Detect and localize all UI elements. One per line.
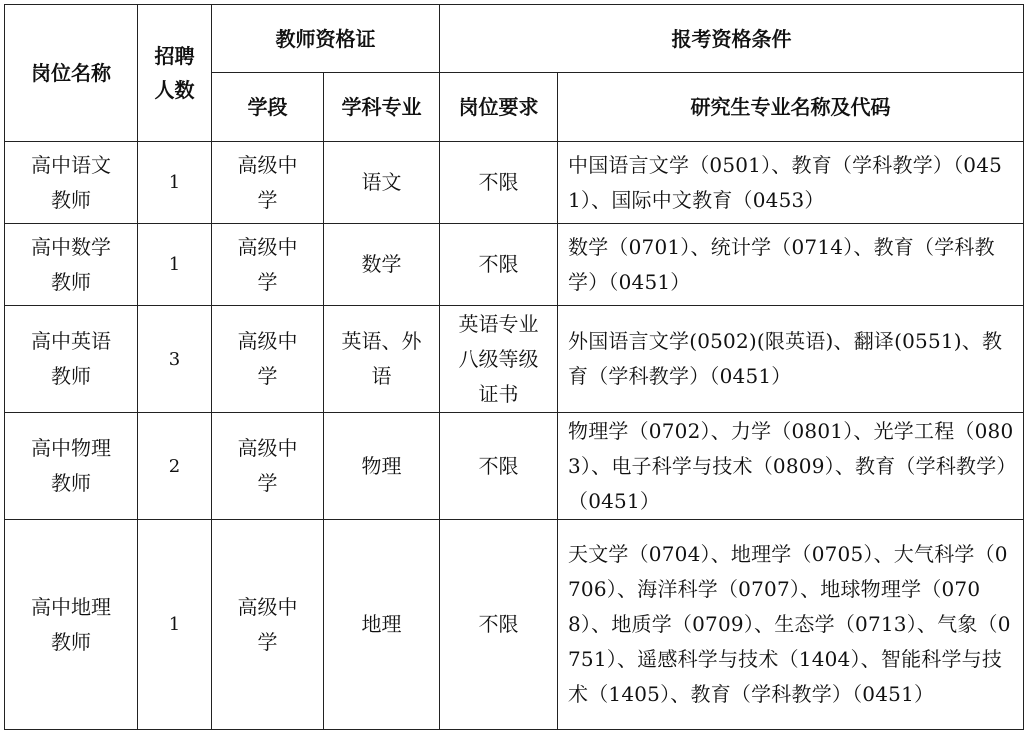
table-row — [5, 142, 1024, 224]
header-teacher-cert: 教师资格证 — [212, 5, 440, 73]
count-cell: 1 — [138, 142, 212, 224]
recruitment-table — [4, 4, 1024, 730]
stage-cell: 高级中学 — [212, 142, 324, 224]
header-stage: 学段 — [212, 73, 324, 142]
subject-cell: 地理 — [324, 520, 440, 730]
position-cell: 高中英语教师 — [5, 306, 138, 413]
position-cell: 高中物理教师 — [5, 413, 138, 520]
header-row-top — [5, 5, 1024, 73]
table-row — [5, 413, 1024, 520]
subject-cell: 英语、外语 — [324, 306, 440, 413]
table-row — [5, 224, 1024, 306]
header-grad-major: 研究生专业名称及代码 — [558, 73, 1024, 142]
majors-cell: 数学（0701）、统计学（0714）、教育（学科教学）（0451） — [558, 224, 1024, 306]
table-row — [5, 520, 1024, 730]
subject-cell: 数学 — [324, 224, 440, 306]
stage-cell: 高级中学 — [212, 520, 324, 730]
count-cell: 2 — [138, 413, 212, 520]
stage-cell: 高级中学 — [212, 413, 324, 520]
stage-cell: 高级中学 — [212, 224, 324, 306]
header-position-name: 岗位名称 — [5, 5, 138, 142]
table-row — [5, 306, 1024, 413]
majors-cell: 中国语言文学（0501）、教育（学科教学）（0451）、国际中文教育（0453） — [558, 142, 1024, 224]
requirement-cell: 不限 — [440, 520, 558, 730]
majors-cell: 外国语言文学(0502)(限英语)、翻译(0551)、教育（学科教学）（0451） — [558, 306, 1024, 413]
majors-cell: 天文学（0704）、地理学（0705）、大气科学（0706）、海洋科学（0707）、地球物理学（0708）、地质学（0709）、生态学（0713）、气象（0751）、遥感科学与技术（1404）、智能科学与技术（1405）、教育（学科教学）（0451） — [558, 520, 1024, 730]
stage-cell: 高级中学 — [212, 306, 324, 413]
requirement-cell: 不限 — [440, 413, 558, 520]
requirement-cell: 不限 — [440, 142, 558, 224]
position-cell: 高中地理教师 — [5, 520, 138, 730]
subject-cell: 语文 — [324, 142, 440, 224]
header-hiring-count: 招聘人数 — [138, 5, 212, 142]
recruitment-table-container — [4, 4, 1024, 730]
majors-cell: 物理学（0702）、力学（0801）、光学工程（0803）、电子科学与技术（0809）、教育（学科教学）（0451） — [558, 413, 1024, 520]
header-post-requirement: 岗位要求 — [440, 73, 558, 142]
header-exam-conditions: 报考资格条件 — [440, 5, 1024, 73]
count-cell: 1 — [138, 520, 212, 730]
subject-cell: 物理 — [324, 413, 440, 520]
count-cell: 1 — [138, 224, 212, 306]
header-subject: 学科专业 — [324, 73, 440, 142]
requirement-cell: 英语专业八级等级证书 — [440, 306, 558, 413]
requirement-cell: 不限 — [440, 224, 558, 306]
position-cell: 高中数学教师 — [5, 224, 138, 306]
position-cell: 高中语文教师 — [5, 142, 138, 224]
count-cell: 3 — [138, 306, 212, 413]
